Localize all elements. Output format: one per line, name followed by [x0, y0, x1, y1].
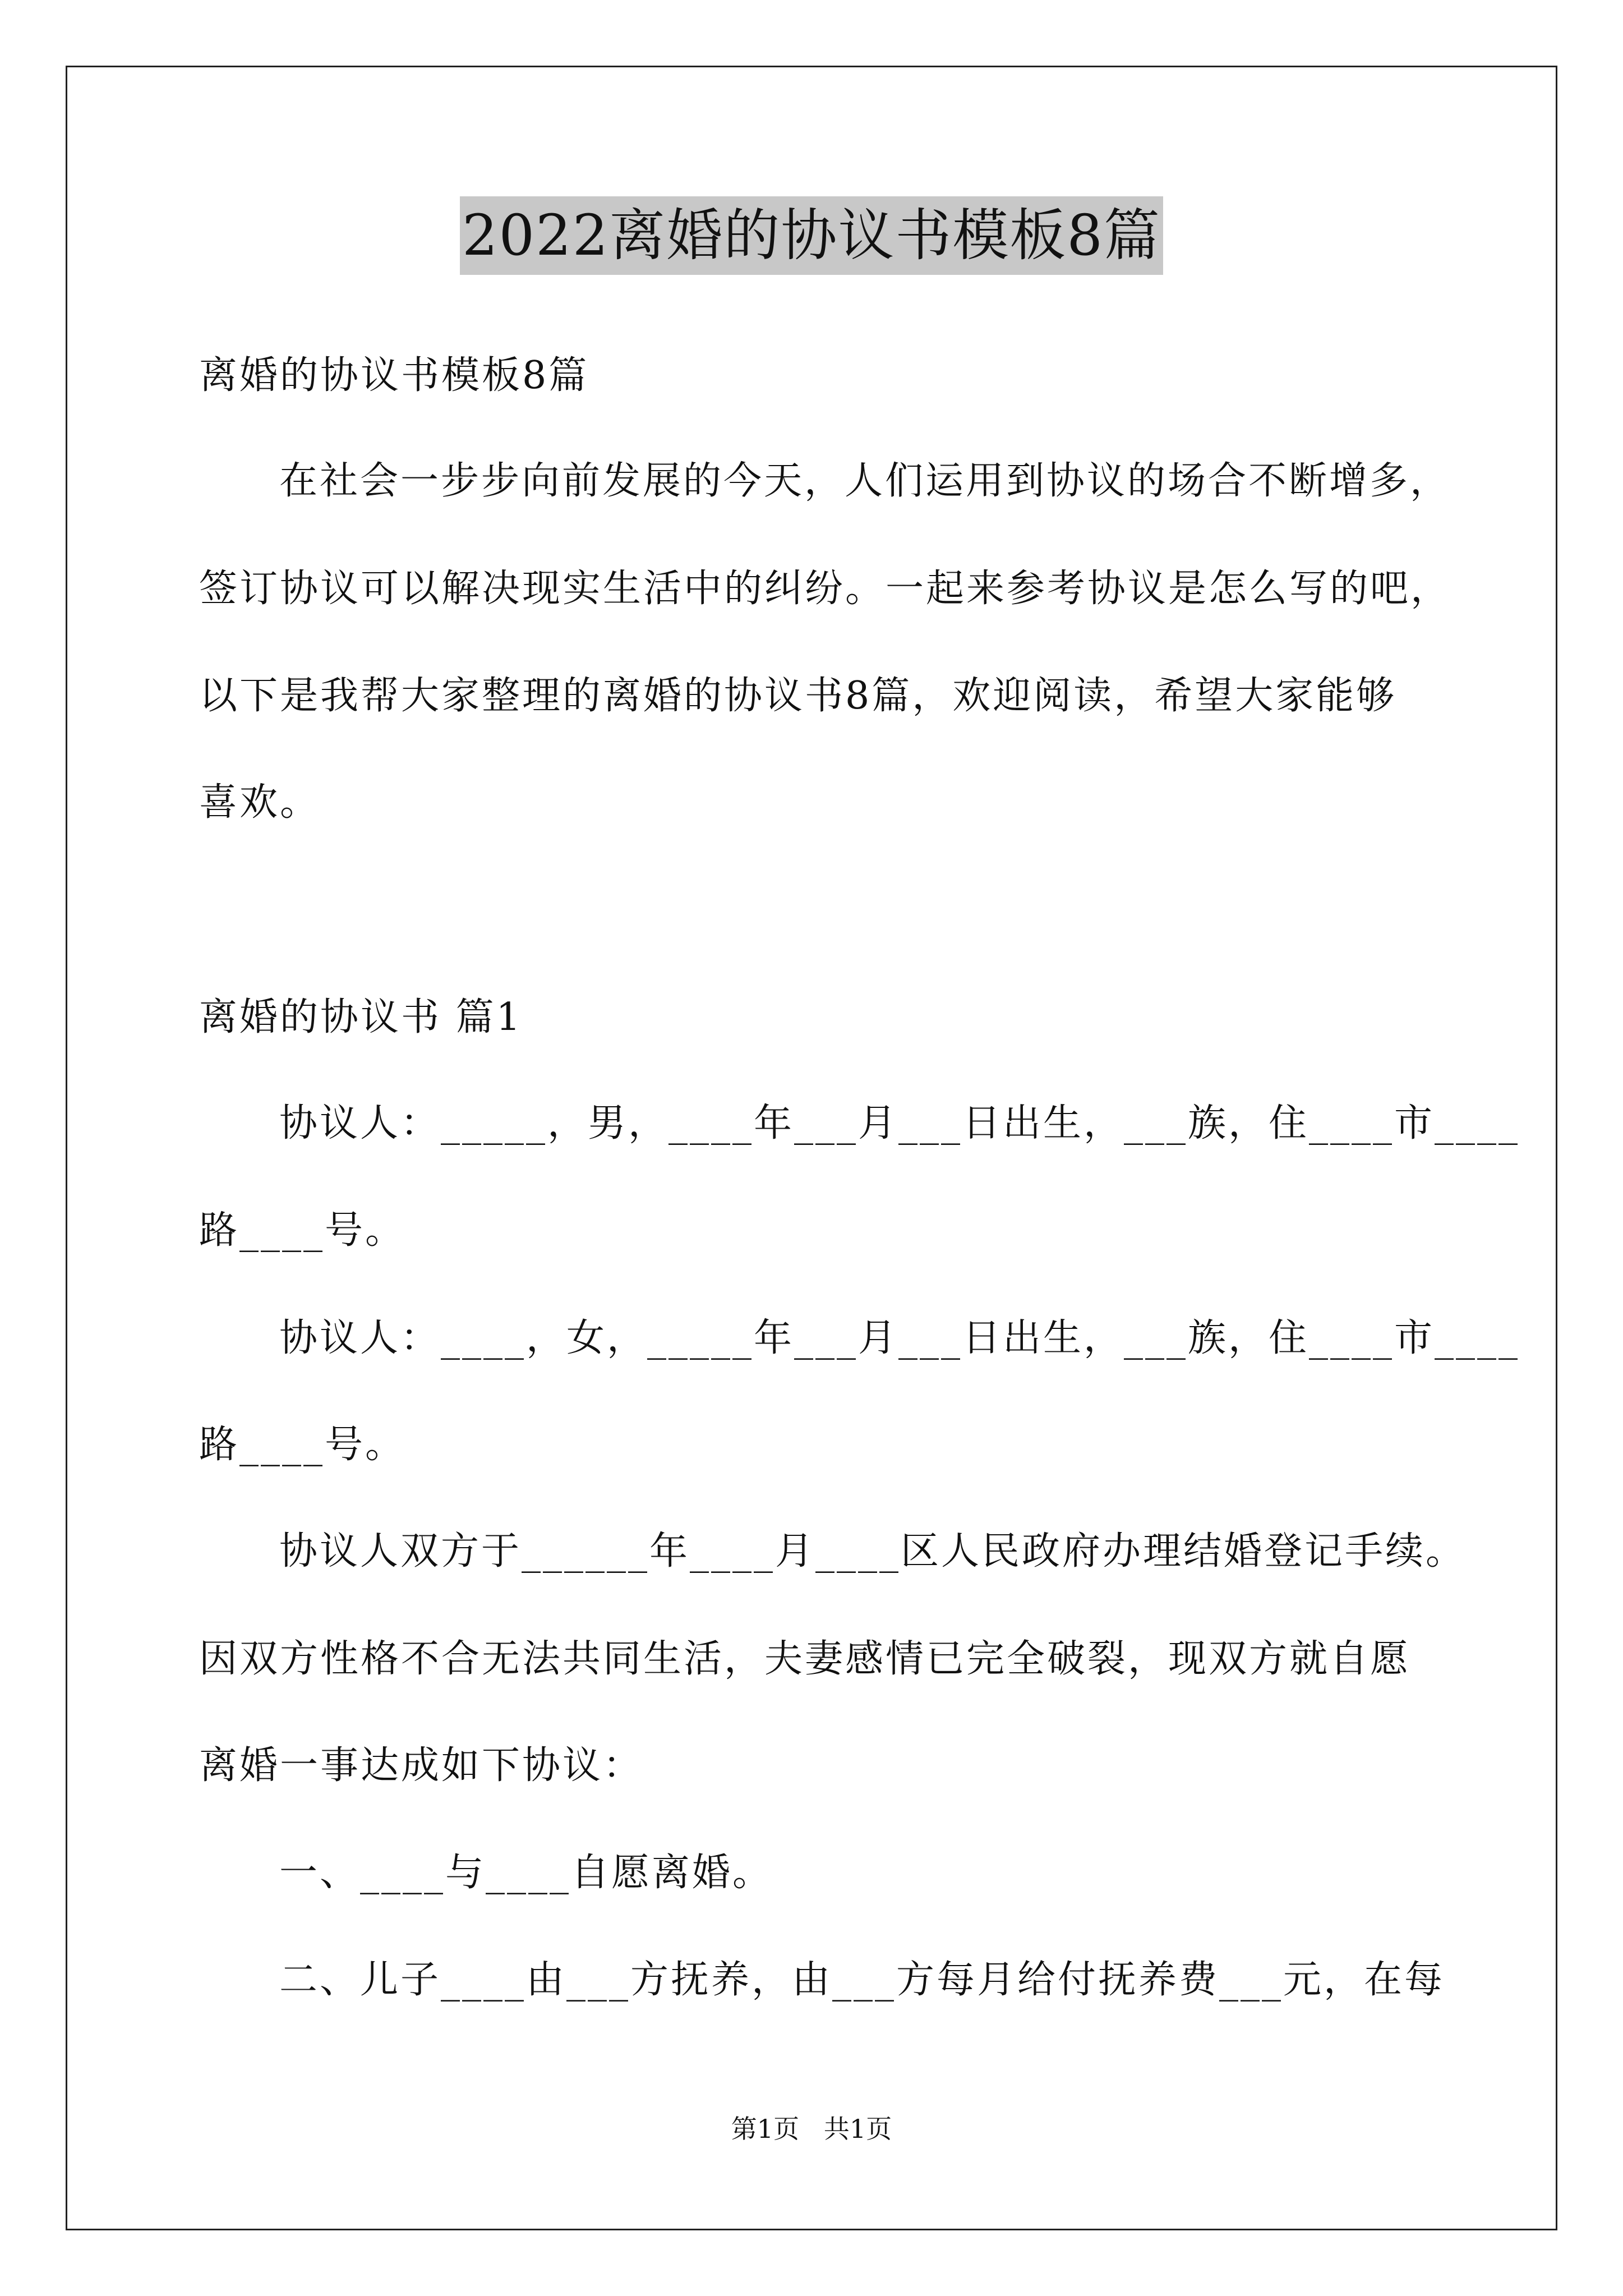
statement-line-2: 因双方性格不合无法共同生活，夫妻感情已完全破裂，现双方就自愿 — [199, 1637, 1411, 1681]
party-female-line-2: 路____号。 — [199, 1423, 406, 1467]
document-title: 2022离婚的协议书模板8篇 — [460, 196, 1163, 275]
intro-line-4: 喜欢。 — [199, 780, 321, 825]
statement-line-3: 离婚一事达成如下协议： — [199, 1743, 644, 1788]
intro-line-3: 以下是我帮大家整理的离婚的协议书8篇，欢迎阅读，希望大家能够 — [199, 674, 1397, 718]
clause-2: 二、儿子____由___方抚养，由___方每月给付抚养费___元，在每 — [279, 1958, 1445, 2002]
clause-1: 一、____与____自愿离婚。 — [279, 1851, 773, 1895]
intro-line-1: 在社会一步步向前发展的今天，人们运用到协议的场合不断增多， — [279, 459, 1451, 503]
title-wrap — [0, 196, 1623, 275]
statement-line-1: 协议人双方于______年____月____区人民政府办理结婚登记手续。 — [279, 1529, 1467, 1573]
party-male-line-2: 路____号。 — [199, 1208, 406, 1253]
section-heading: 离婚的协议书 篇1 — [199, 995, 523, 1039]
document-subtitle: 离婚的协议书模板8篇 — [199, 353, 589, 398]
party-female-line-1: 协议人：____，女，_____年___月___日出生，___族，住____市____ — [279, 1316, 1520, 1360]
page-footer: 第1页 共1页 — [731, 2114, 892, 2144]
party-male-line-1: 协议人：_____，男，____年___月___日出生，___族，住____市____ — [279, 1101, 1520, 1145]
intro-line-2: 签订协议可以解决现实生活中的纠纷。一起来参考协议是怎么写的吧， — [199, 567, 1451, 611]
